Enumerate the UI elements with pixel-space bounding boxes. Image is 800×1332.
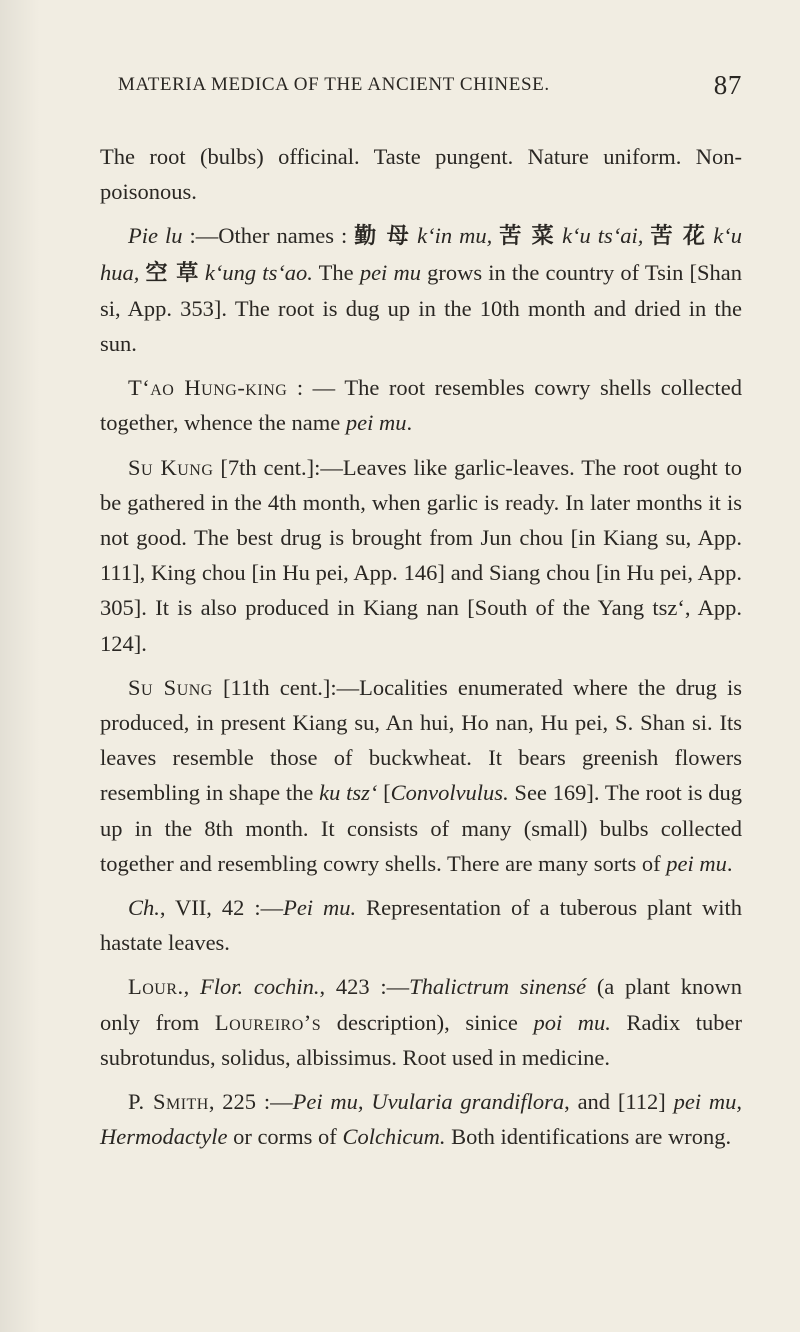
- chinese-characters: 勤 母: [354, 224, 411, 250]
- paragraph-pie-lu: Pie lu :—Other names : 勤 母 k‘in mu, 苦 菜 k‘u ts‘ai, 苦 花 k‘u hua, 空 草 k‘ung ts‘ao. The pei mu grows in the country of Tsin [Shan si, App. 353]. The root is dug up in the 10th month and dried in the sun.: [100, 223, 743, 357]
- paragraph-root-description: The root (bulbs) officinal. Taste pungent. Nature uniform. Non-poisonous.: [100, 144, 742, 205]
- paragraph-su-kung: Su Kung [7th cent.]:—Leaves like garlic-leaves. The root ought to be gathered in the 4th month, when garlic is ready. In later months it is not good. The best drug is brought from Jun chou [in Kiang su, App. 111], King chou [in Hu pei, App. 146] and Siang chou [in Hu pei, App. 305]. It is also produced in Kiang nan [South of the Yang tsz‘, App. 124].: [100, 454, 742, 656]
- paragraph-ch: Ch., VII, 42 :—Pei mu. Representation of a tuberous plant with hastate leaves.: [100, 895, 742, 956]
- source-p-smith: P. Smith: [128, 1089, 209, 1115]
- source-pie-lu: Pie lu: [128, 223, 183, 249]
- page-number: 87: [713, 70, 742, 100]
- running-head: [100, 70, 742, 104]
- paragraph-loureiro: Lour., Flor. cochin., 423 :—Thalictrum sinensé (a plant known only from Loureiro’s description), sinice poi mu. Radix tuber subrotundus, solidus, albissimus. Root used in medicine.: [100, 974, 743, 1070]
- chinese-characters: 空 草: [145, 260, 199, 286]
- body-text: [100, 139, 742, 1163]
- source-lour: Lour.: [128, 974, 184, 1000]
- running-title: MATERIA MEDICA OF THE ANCIENT CHINESE.: [118, 74, 550, 95]
- paragraph-su-sung: Su Sung [11th cent.]:—Localities enumerated where the drug is produced, in present Kiang su, An hui, Ho nan, Hu pei, S. Shan si. Its leaves resemble those of buckwheat. It bears greenish flowers resembling in shape the ku tsz‘ [Convolvulus. See 169]. The root is dug up in the 8th month. It consists of many (small) bulbs collected together and resembling cowry shells. There are many sorts of pei mu.: [100, 674, 742, 876]
- paragraph-tao-hung-king: T‘ao Hung-king : — The root resembles cowry shells collected together, whence the name pei mu.: [100, 375, 743, 436]
- source-su-sung: Su Sung: [128, 674, 213, 700]
- source-tao-hung-king: T‘ao Hung-king: [128, 375, 288, 401]
- chinese-characters: 苦 菜: [499, 224, 556, 250]
- paragraph-p-smith: P. Smith, 225 :—Pei mu, Uvularia grandiflora, and [112] pei mu, Hermodactyle or corms of Colchicum. Both identifications are wrong.: [100, 1089, 742, 1150]
- source-ch: Ch.: [128, 895, 160, 921]
- chinese-characters: 苦 花: [650, 224, 707, 250]
- source-su-kung: Su Kung: [128, 454, 214, 480]
